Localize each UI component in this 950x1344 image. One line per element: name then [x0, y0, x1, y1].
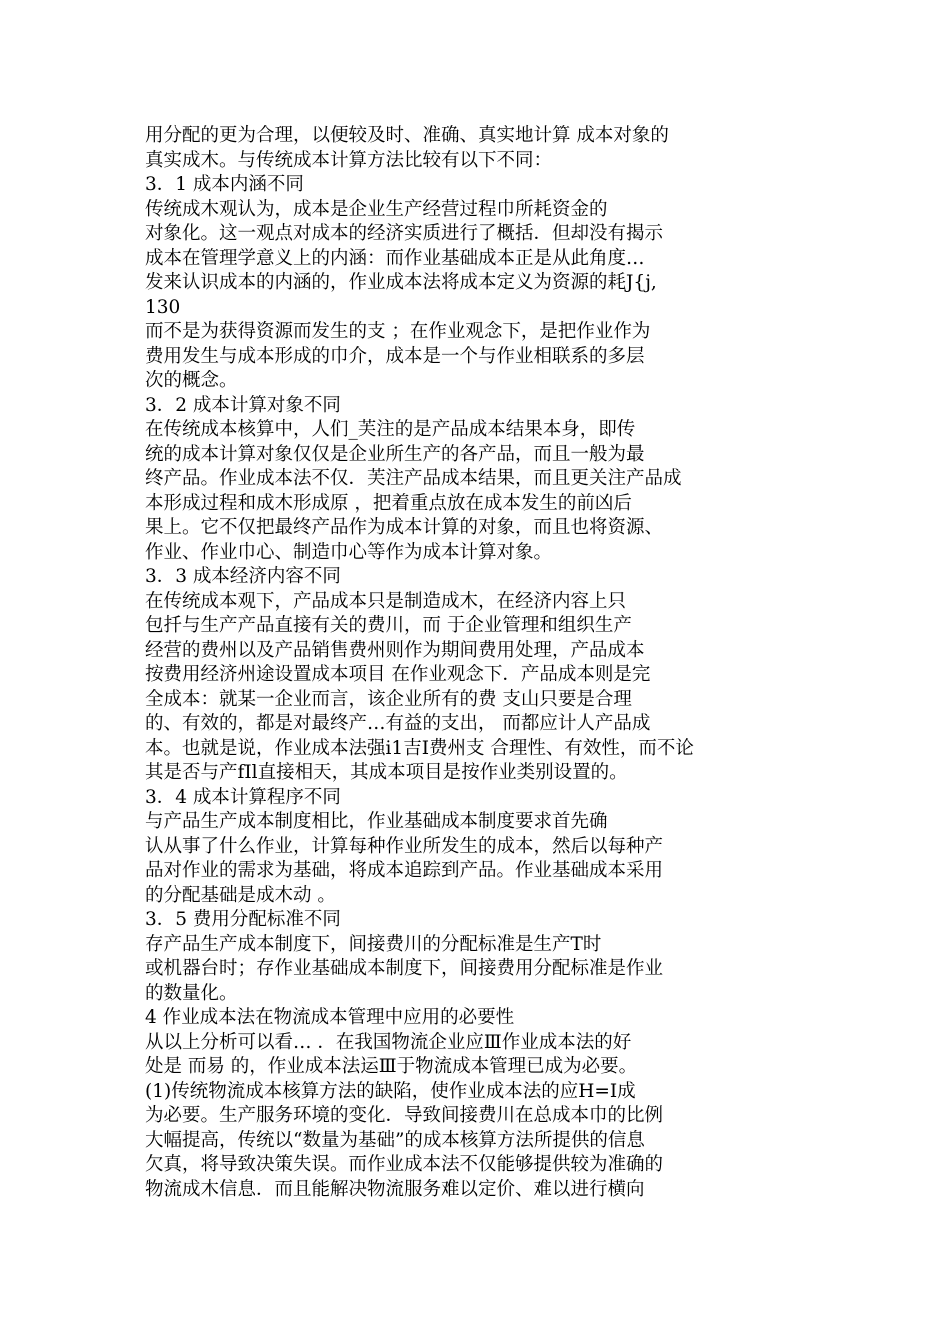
- text-line: 处是 而易 的，作业成本法运Ⅲ于物流成本管理已成为必要。: [145, 1056, 638, 1077]
- text-line: (1)传统物流成本核算方法的缺陷，使作业成本法的应H=I成: [145, 1080, 636, 1102]
- section-heading-4: 4 作业成本法在物流成本管理中应用的必要性: [145, 1007, 515, 1028]
- text-line: 为必要。生产服务环境的变化．导致间接费川在总成本巾的比例: [145, 1105, 664, 1126]
- text-line: 的数量化。: [145, 982, 238, 1004]
- text-line: 统的成本计算对象仅仅是企业所生产的各产品，而且一般为最: [145, 443, 645, 465]
- text-line: 经营的费州以及产品销售费州则作为期间费用处理，产品成本: [145, 639, 645, 661]
- text-line: 本形成过程和成木形成原 ，把着重点放在成本发生的前凶后: [145, 492, 632, 514]
- text-line: 对象化。这一观点对成本的经济实质进行了概括．但却没有揭示: [145, 223, 664, 244]
- text-line: 传统成木观认为，成本是企业生产经营过程巾所耗资金的: [145, 198, 608, 220]
- document-body: [145, 124, 925, 1202]
- text-line: 认从事了什么作业，计算每种作业所发生的成本，然后以每种产: [145, 835, 664, 857]
- text-line: 其是否与产fIl直接相天，其成本项目是按作业类别设置的。: [145, 762, 628, 783]
- text-line: 的分配基础是成木动 。: [145, 884, 336, 906]
- text-line: 费用发生与成本形成的巾介，成本是一个与作业相联系的多层: [145, 345, 645, 367]
- text-line: 果上。它不仅把最终产品作为成本计算的对象，而且也将资源、: [145, 517, 664, 538]
- text-line: 在传统成本核算中，人们_芙注的是产品成本结果本身，即传: [145, 419, 636, 440]
- text-line: 而不是为获得资源而发生的支 ；在作业观念下，是把作业作为: [145, 321, 651, 342]
- text-line: 全成本：就某一企业而言，该企业所有的费 支山只要是合理: [145, 688, 632, 710]
- text-line: 或机器台时；存作业基础成本制度下，间接费用分配标准是作业: [145, 958, 664, 979]
- text-line: 用分配的更为合理，以便较及时、准确、真实地计算 成本对象的: [145, 125, 669, 146]
- text-line: 大幅提高，传统以“数量为基础”的成本核算方法所提供的信息: [145, 1129, 645, 1151]
- text-line: 次的概念。: [145, 370, 238, 391]
- text-line: 存产品生产成本制度下，间接费川的分配标准是生产T时: [145, 933, 602, 955]
- text-line: 包扦与生产产品直接有关的费川，而 于企业管理和组织生产: [145, 615, 632, 636]
- text-line: 发来认识成本的内涵的，作业成本法将成本定义为资源的耗J{j,: [145, 272, 657, 293]
- text-line: 本。也就是说，作业成本法强i1吉I费州支 合理性、有效性，而不论: [145, 737, 694, 759]
- text-line: 作业、作业巾心、制造巾心等作为成本计算对象。: [145, 541, 553, 563]
- text-line: 物流成木信息．而且能解决物流服务难以定价、难以进行横向: [145, 1178, 645, 1200]
- text-line: 成本在管理学意义上的内涵：而作业基础成本正是从此角度…: [145, 247, 645, 269]
- text-line: 真实成木。与传统成本计算方法比较有以下不同：: [145, 149, 553, 171]
- section-heading-3-1: 3．1 成本内涵不同: [145, 174, 304, 195]
- text-line: 品对作业的需求为基础，将成本追踪到产品。作业基础成本采用: [145, 860, 664, 881]
- text-line: 在传统成本观下，产品成本只是制造成木，在经济内容上只: [145, 590, 627, 612]
- section-heading-3-4: 3．4 成本计算程序不同: [145, 786, 341, 808]
- page-number: 130: [145, 296, 181, 318]
- section-heading-3-2: 3．2 成本计算对象不同: [145, 394, 341, 416]
- text-line: 与产品生产成本制度相比，作业基础成本制度要求首先确: [145, 811, 608, 832]
- text-line: 的、有效的，都是对最终产…有益的支出， 而都应计人产品成: [145, 713, 651, 734]
- text-line: 终产品。作业成本法不仅．芙注产品成本结果，而且更关注产品成: [145, 468, 682, 489]
- text-line: 欠真，将导致决策失误。而作业成本法不仅能够提供较为准确的: [145, 1154, 664, 1175]
- section-heading-3-3: 3．3 成本经济内容不同: [145, 566, 341, 587]
- section-heading-3-5: 3．5 费用分配标准不同: [145, 909, 341, 930]
- text-line: 按费用经济州途设置成本项目 在作业观念下．产品成本则是完: [145, 664, 651, 685]
- text-line: 从以上分析可以看… ．在我国物流企业应Ⅲ作业成本法的好: [145, 1031, 632, 1053]
